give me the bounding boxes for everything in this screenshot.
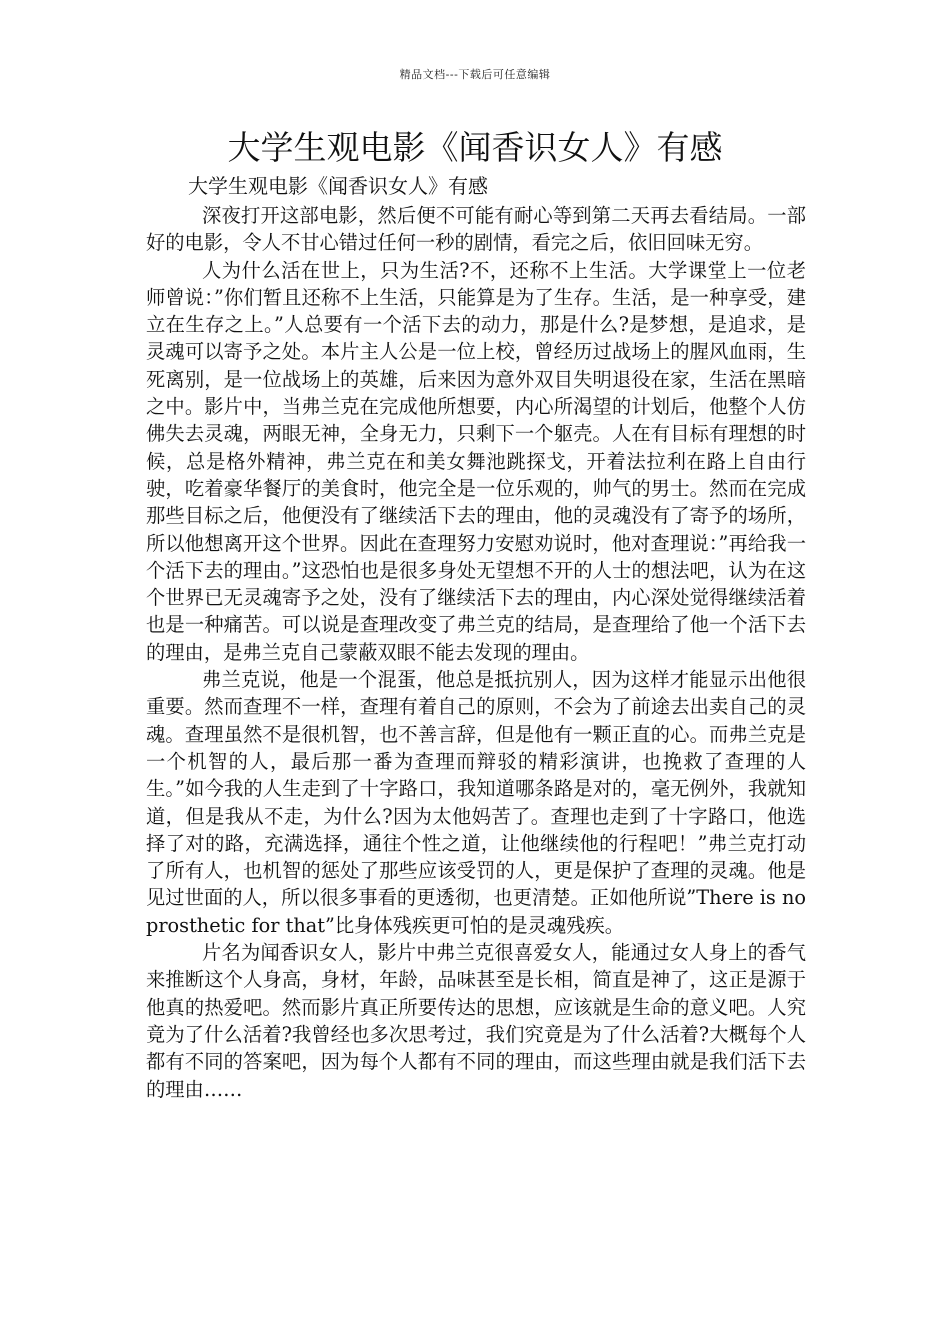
article-body bbox=[146, 202, 806, 1103]
paragraph: 片名为闻香识女人，影片中弗兰克很喜爱女人，能通过女人身上的香气来推断这个人身高，身材，年龄，品味甚至是长相，简直是神了，这正是源于他真的热爱吧。然而影片真正所要传达的思想，应该就是生命的意义吧。人究竟为了什么活着?我曾经也多次思考过，我们究竟是为了什么活着?大概每个人都有不同的答案吧，因为每个人都有不同的理由，而这些理由就是我们活下去的理由…… bbox=[146, 941, 806, 1101]
header-note: 精品文档---下载后可任意编辑 bbox=[399, 68, 551, 81]
document-title: 大学生观电影《闻香识女人》有感 bbox=[227, 128, 723, 167]
paragraph: 弗兰克说，他是一个混蛋，他总是抵抗别人，因为这样才能显示出他很重要。然而查理不一样，查理有着自己的原则，不会为了前途去出卖自己的灵魂。查理虽然不是很机智，也不善言辞，但是他有一颗正直的心。而弗兰克是一个机智的人，最后那一番为查理而辩驳的精彩演讲，也挽救了查理的人生。”如今我的人生走到了十字路口，我知道哪条路是对的，毫无例外，我就知道，但是我从不走，为什么?因为太他妈苦了。查理也走到了十字路口，他选择了对的路，充满选择，通往个性之道，让他继续他的行程吧！”弗兰克打动了所有人，也机智的惩处了那些应该受罚的人，更是保护了查理的灵魂。他是见过世面的人，所以很多事看的更透彻，也更清楚。正如他所说”There is no prosthetic for that”比身体残疾更可怕的是灵魂残疾。 bbox=[146, 668, 806, 937]
document-subtitle: 大学生观电影《闻香识女人》有感 bbox=[188, 174, 488, 198]
paragraph: 深夜打开这部电影，然后便不可能有耐心等到第二天再去看结局。一部好的电影，令人不甘心错过任何一秒的剧情，看完之后，依旧回味无穷。 bbox=[146, 204, 806, 255]
paragraph: 人为什么活在世上，只为生活?不，还称不上生活。大学课堂上一位老师曾说：”你们暂且还称不上生活，只能算是为了生存。生活，是一种享受，建立在生存之上。”人总要有一个活下去的动力，那是什么?是梦想，是追求，是灵魂可以寄予之处。本片主人公是一位上校，曾经历过战场上的腥风血雨，生死离别，是一位战场上的英雄，后来因为意外双目失明退役在家，生活在黑暗之中。影片中，当弗兰克在完成他所想要，内心所渴望的计划后，他整个人仿佛失去灵魂，两眼无神，全身无力，只剩下一个躯壳。人在有目标有理想的时候，总是格外精神，弗兰克在和美女舞池跳探戈，开着法拉利在路上自由行驶，吃着豪华餐厅的美食时，他完全是一位乐观的，帅气的男士。然而在完成那些目标之后，他便没有了继续活下去的理由，他的灵魂没有了寄予的场所，所以他想离开这个世界。因此在查理努力安慰劝说时，他对查理说：”再给我一个活下去的理由。”这恐怕也是很多身处无望想不开的人士的想法吧，认为在这个世界已无灵魂寄予之处，没有了继续活下去的理由，内心深处觉得继续活着也是一种痛苦。可以说是查理改变了弗兰克的结局，是查理给了他一个活下去的理由，是弗兰克自己蒙蔽双眼不能去发现的理由。 bbox=[146, 258, 806, 664]
